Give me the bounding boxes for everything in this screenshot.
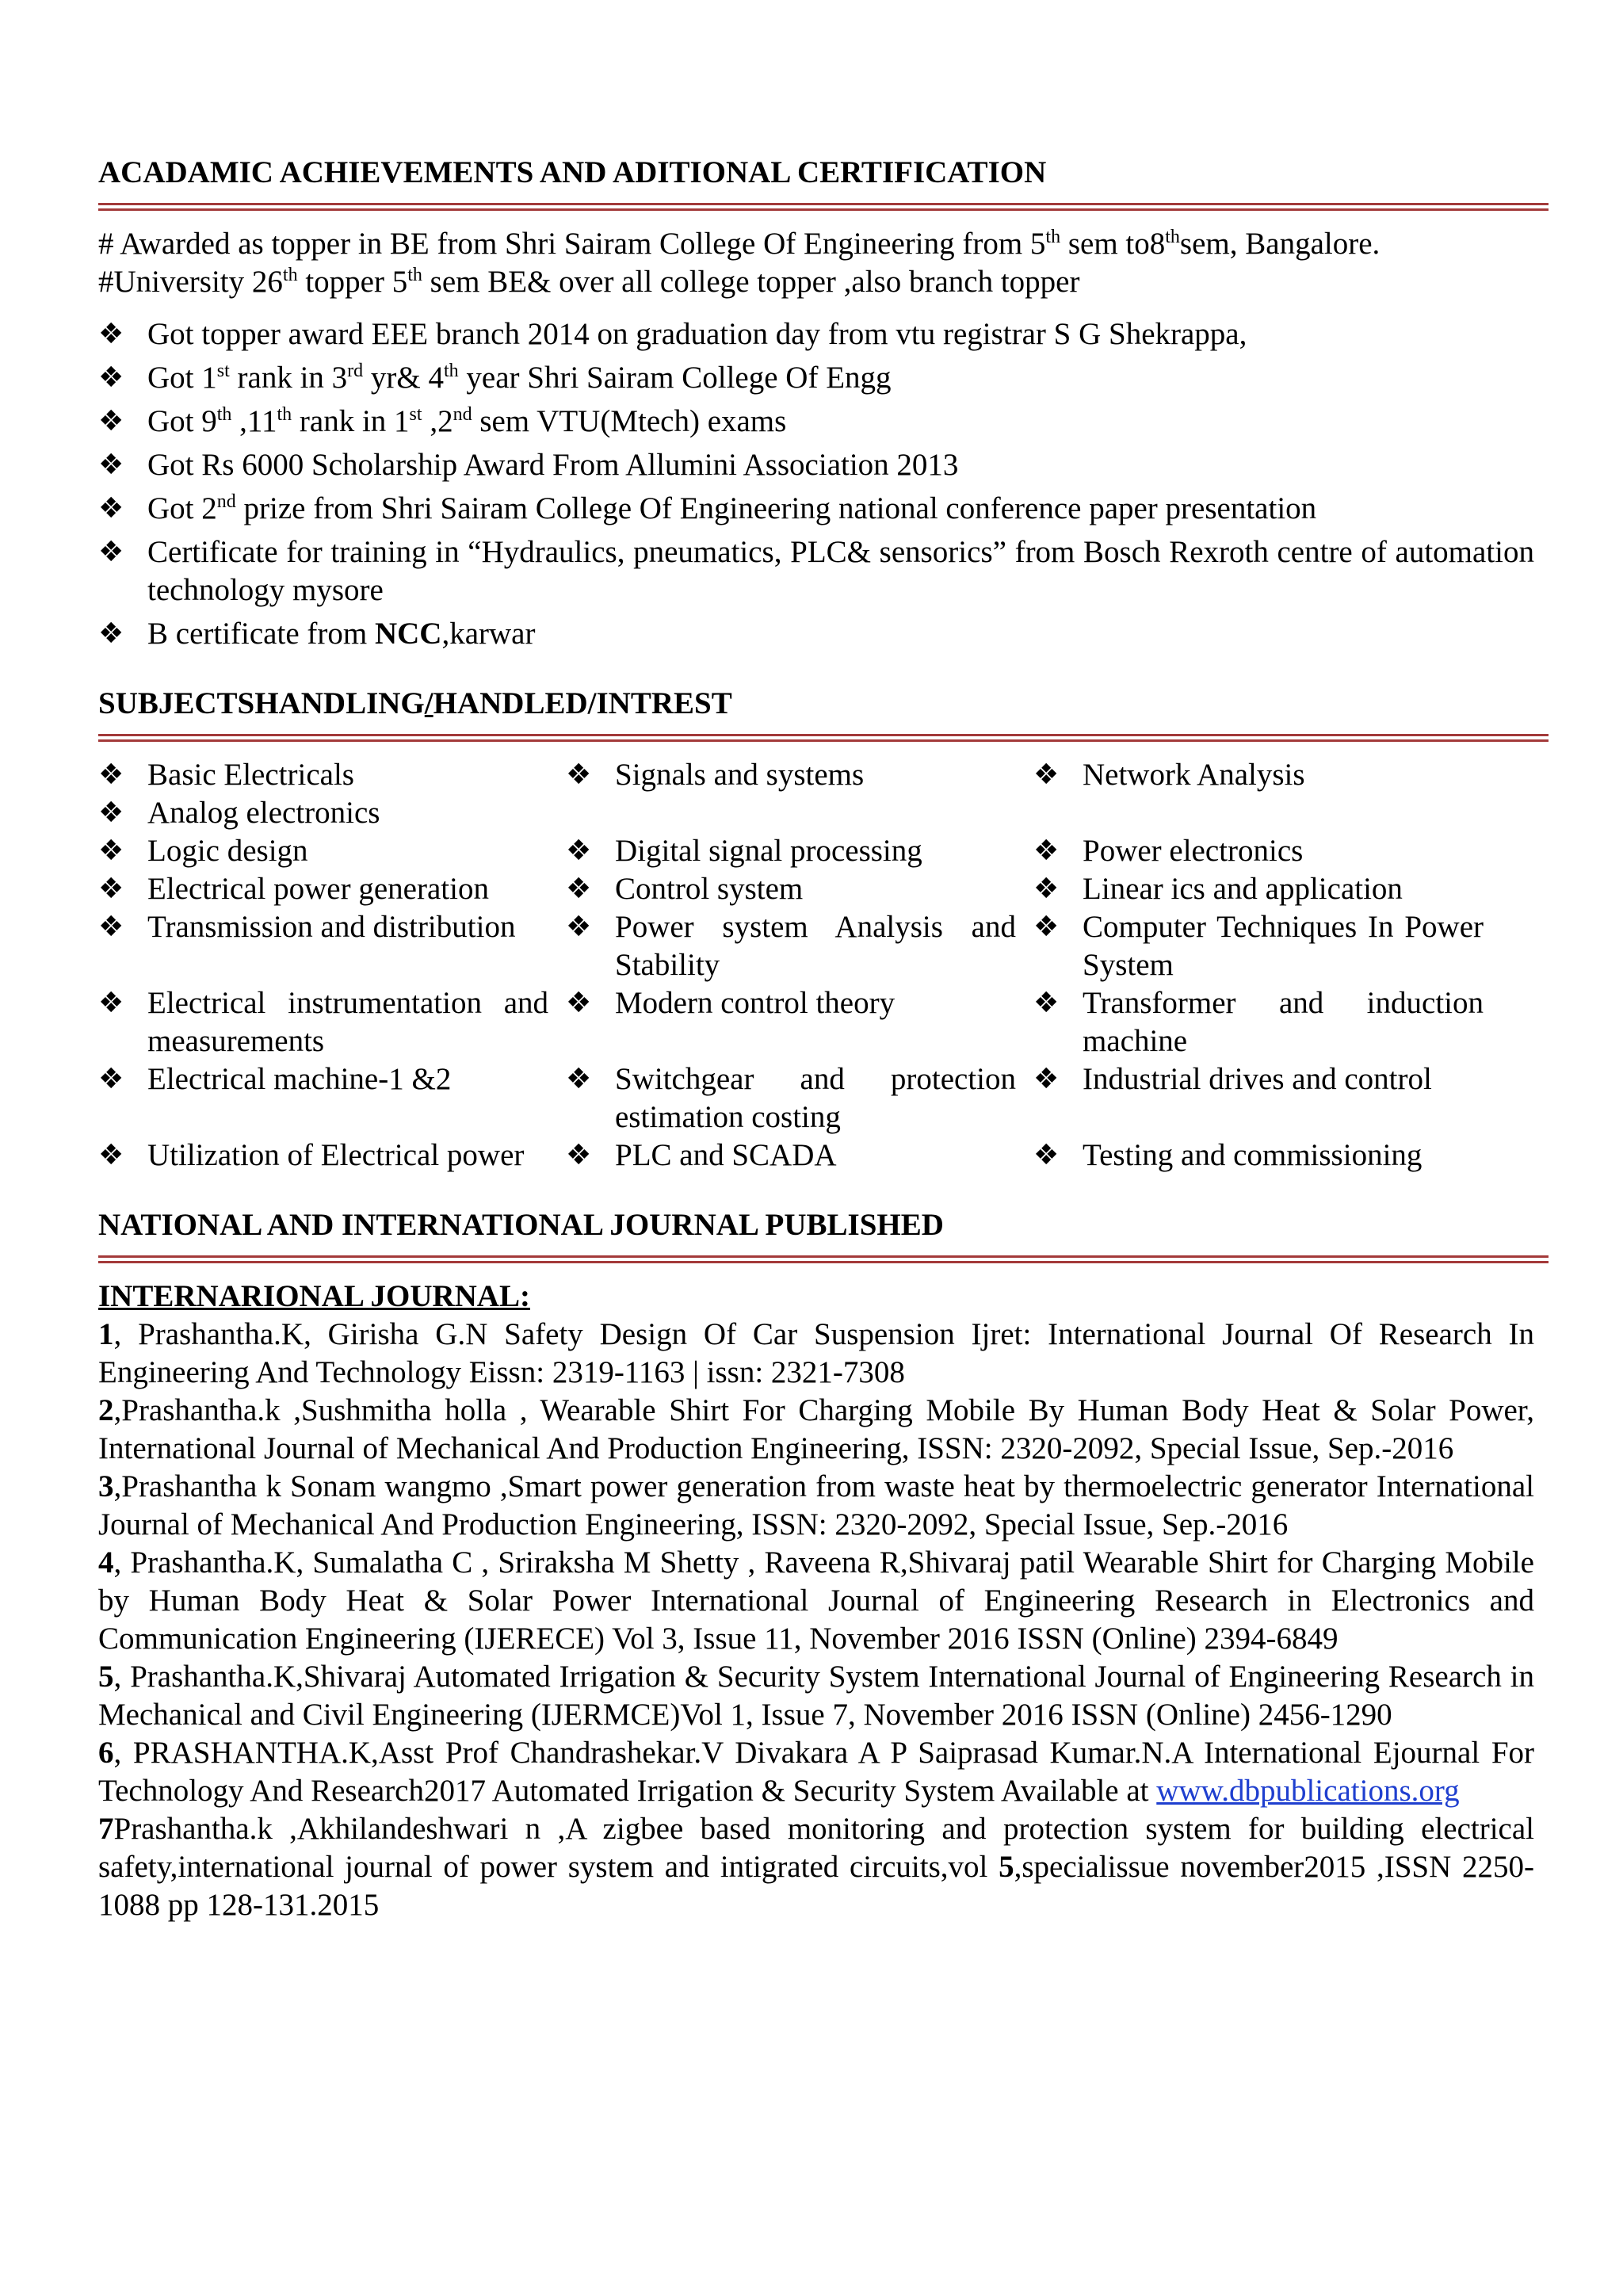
subject-item: ❖ Transmission and distribution bbox=[98, 908, 566, 984]
subject-item: ❖ Analog electronics bbox=[98, 794, 566, 832]
diamond-bullet-icon: ❖ bbox=[98, 318, 124, 350]
diamond-bullet-icon: ❖ bbox=[98, 492, 124, 525]
subject-item: ❖ Network Analysis bbox=[1033, 756, 1501, 794]
subject-item: ❖ Modern control theory bbox=[566, 984, 1033, 1060]
list-item: 7Prashantha.k ,Akhilandeshwari n ,A zigbee based monitoring and protection system for building electrical safety,international journal of power system and intigrated circuits,vol 5,specialissue november2015 ,ISSN 2250-1088 pp 128-131.2015 bbox=[98, 1812, 1534, 1922]
list-item: ❖ Got 1st rank in 3rd yr& 4th year Shri Sairam College Of Engg bbox=[98, 359, 1534, 397]
subject-item: ❖ Basic Electricals bbox=[98, 756, 566, 794]
journal-entry: 3,Prashantha k Sonam wangmo ,Smart power generation from waste heat by thermoelectric generator International Journal of Mechanical And Production Engineering, ISSN: 2320-2092, Special Issue, Sep.-2016 bbox=[98, 1469, 1534, 1541]
journal-entry: 4, Prashantha.K, Sumalatha C , Sriraksha M Shetty , Raveena R,Shivaraj patil Wearable Shirt for Charging Mobile by Human Body Heat & Solar Power International Journal of Engineering Research in Electronics and Communication Engineering (IJERECE) Vol 3, Issue 11, November 2016 ISSN (Online) 2394-6849 bbox=[98, 1545, 1534, 1656]
journal-entry-7 bbox=[98, 1810, 1534, 1924]
subject-item: ❖ Transformer and induction machine bbox=[1033, 986, 1484, 1058]
journal-entry: 6, PRASHANTHA.K,Asst Prof Chandrashekar.V Divakara A P Saiprasad Kumar.N.A International Ejournal For Technology And Research2017 Automated Irrigation & Security System Available at www.dbpublications.org bbox=[98, 1736, 1534, 1808]
diamond-bullet-icon: ❖ bbox=[98, 758, 124, 791]
diamond-bullet-icon: ❖ bbox=[566, 835, 592, 867]
subject-item: ❖ Electrical power generation bbox=[98, 870, 566, 908]
diamond-bullet-icon: ❖ bbox=[98, 987, 124, 1019]
diamond-bullet-icon: ❖ bbox=[98, 449, 124, 481]
subject-item: ❖ Electrical machine-1 &2 bbox=[98, 1060, 566, 1137]
list-item: ❖ Got topper award EEE branch 2014 on graduation day from vtu registrar S G Shekrappa, bbox=[98, 315, 1534, 353]
diamond-bullet-icon: ❖ bbox=[98, 911, 124, 943]
list-item: ❖ Got 9th ,11th rank in 1st ,2nd sem VTU(Mtech) exams bbox=[98, 403, 1534, 441]
subjects-grid bbox=[98, 756, 1534, 1175]
topper-line-1: # Awarded as topper in BE from Shri Sairam College Of Engineering from 5th sem to8thsem, Bangalore. bbox=[98, 227, 1381, 261]
diamond-bullet-icon: ❖ bbox=[98, 1139, 124, 1171]
section-divider bbox=[98, 734, 1549, 742]
subject-item: ❖ Linear ics and application bbox=[1033, 870, 1501, 908]
academic-heading: ACADAMIC ACHIEVEMENTS AND ADITIONAL CERTIFICATION bbox=[98, 155, 1047, 189]
diamond-bullet-icon: ❖ bbox=[1033, 873, 1060, 905]
diamond-bullet-icon: ❖ bbox=[1033, 835, 1060, 867]
journal-entry: 2,Prashantha.k ,Sushmitha holla , Wearable Shirt For Charging Mobile By Human Body Heat & Solar Power, International Journal of Mechanical And Production Engineering, ISSN: 2320-2092, Special Issue, Sep.-2016 bbox=[98, 1393, 1534, 1465]
diamond-bullet-icon: ❖ bbox=[98, 617, 124, 650]
subject-item: ❖ Signals and systems bbox=[566, 756, 1033, 794]
list-item: ❖ Got Rs 6000 Scholarship Award From Allumini Association 2013 bbox=[98, 446, 1534, 484]
list-item: ❖ B certificate from NCC,karwar bbox=[98, 615, 1534, 653]
diamond-bullet-icon: ❖ bbox=[98, 835, 124, 867]
international-journal-subheading: INTERNARIONAL JOURNAL: bbox=[98, 1279, 530, 1313]
diamond-bullet-icon: ❖ bbox=[98, 873, 124, 905]
list-item: ❖ Certificate for training in “Hydraulics, pneumatics, PLC& sensorics” from Bosch Rexroth centre of automation technology mysore bbox=[98, 535, 1534, 607]
diamond-bullet-icon: ❖ bbox=[1033, 987, 1060, 1019]
page-content bbox=[98, 154, 1534, 1924]
diamond-bullet-icon: ❖ bbox=[566, 911, 592, 943]
journals-heading: NATIONAL AND INTERNATIONAL JOURNAL PUBLISHED bbox=[98, 1208, 944, 1242]
diamond-bullet-icon: ❖ bbox=[1033, 758, 1060, 791]
subject-item: ❖ Logic design bbox=[98, 832, 566, 870]
diamond-bullet-icon: ❖ bbox=[98, 797, 124, 829]
subject-item: ❖ Testing and commissioning bbox=[1033, 1137, 1501, 1175]
achievement-list bbox=[98, 315, 1534, 653]
diamond-bullet-icon: ❖ bbox=[98, 361, 124, 394]
journal-entry: 1, Prashantha.K, Girisha G.N Safety Design Of Car Suspension Ijret: International Journal Of Research In Engineering And Technology Eissn: 2319-1163 | issn: 2321-7308 bbox=[98, 1317, 1534, 1389]
section-divider bbox=[98, 203, 1549, 211]
journal-entry: 5, Prashantha.K,Shivaraj Automated Irrigation & Security System International Journal of Engineering Research in Mechanical and Civil Engineering (IJERMCE)Vol 1, Issue 7, November 2016 ISSN (Online) 2456-1290 bbox=[98, 1660, 1534, 1732]
journal-list bbox=[98, 1316, 1534, 1810]
subjects-heading: SUBJECTSHANDLING/HANDLED/INTREST bbox=[98, 686, 732, 720]
diamond-bullet-icon: ❖ bbox=[566, 1063, 592, 1095]
list-item: ❖ Got 2nd prize from Shri Sairam College Of Engineering national conference paper presentation bbox=[98, 490, 1534, 528]
subject-item: ❖ Computer Techniques In Power System bbox=[1033, 910, 1484, 982]
subject-item: ❖ Electrical instrumentation and measurements bbox=[98, 986, 548, 1058]
publication-link[interactable]: www.dbpublications.org bbox=[1156, 1774, 1460, 1808]
diamond-bullet-icon: ❖ bbox=[1033, 911, 1060, 943]
diamond-bullet-icon: ❖ bbox=[1033, 1139, 1060, 1171]
diamond-bullet-icon: ❖ bbox=[566, 758, 592, 791]
section-divider bbox=[98, 1255, 1549, 1263]
diamond-bullet-icon: ❖ bbox=[98, 536, 124, 568]
diamond-bullet-icon: ❖ bbox=[566, 1139, 592, 1171]
diamond-bullet-icon: ❖ bbox=[1033, 1063, 1060, 1095]
subject-item: ❖ PLC and SCADA bbox=[566, 1137, 1033, 1175]
diamond-bullet-icon: ❖ bbox=[98, 405, 124, 437]
subject-item: ❖ Control system bbox=[566, 870, 1033, 908]
diamond-bullet-icon: ❖ bbox=[566, 987, 592, 1019]
subject-item: ❖ Power system Analysis and Stability bbox=[566, 910, 1016, 982]
subject-item: ❖ Digital signal processing bbox=[566, 832, 1033, 870]
diamond-bullet-icon: ❖ bbox=[566, 873, 592, 905]
subject-item: ❖ Industrial drives and control bbox=[1033, 1060, 1501, 1137]
subject-item: ❖ Power electronics bbox=[1033, 832, 1501, 870]
subject-item: ❖ Utilization of Electrical power bbox=[98, 1137, 566, 1175]
topper-line-2: #University 26th topper 5th sem BE& over all college topper ,also branch topper bbox=[98, 265, 1080, 299]
subject-item: ❖ Switchgear and protection estimation costing bbox=[566, 1062, 1016, 1134]
diamond-bullet-icon: ❖ bbox=[98, 1063, 124, 1095]
